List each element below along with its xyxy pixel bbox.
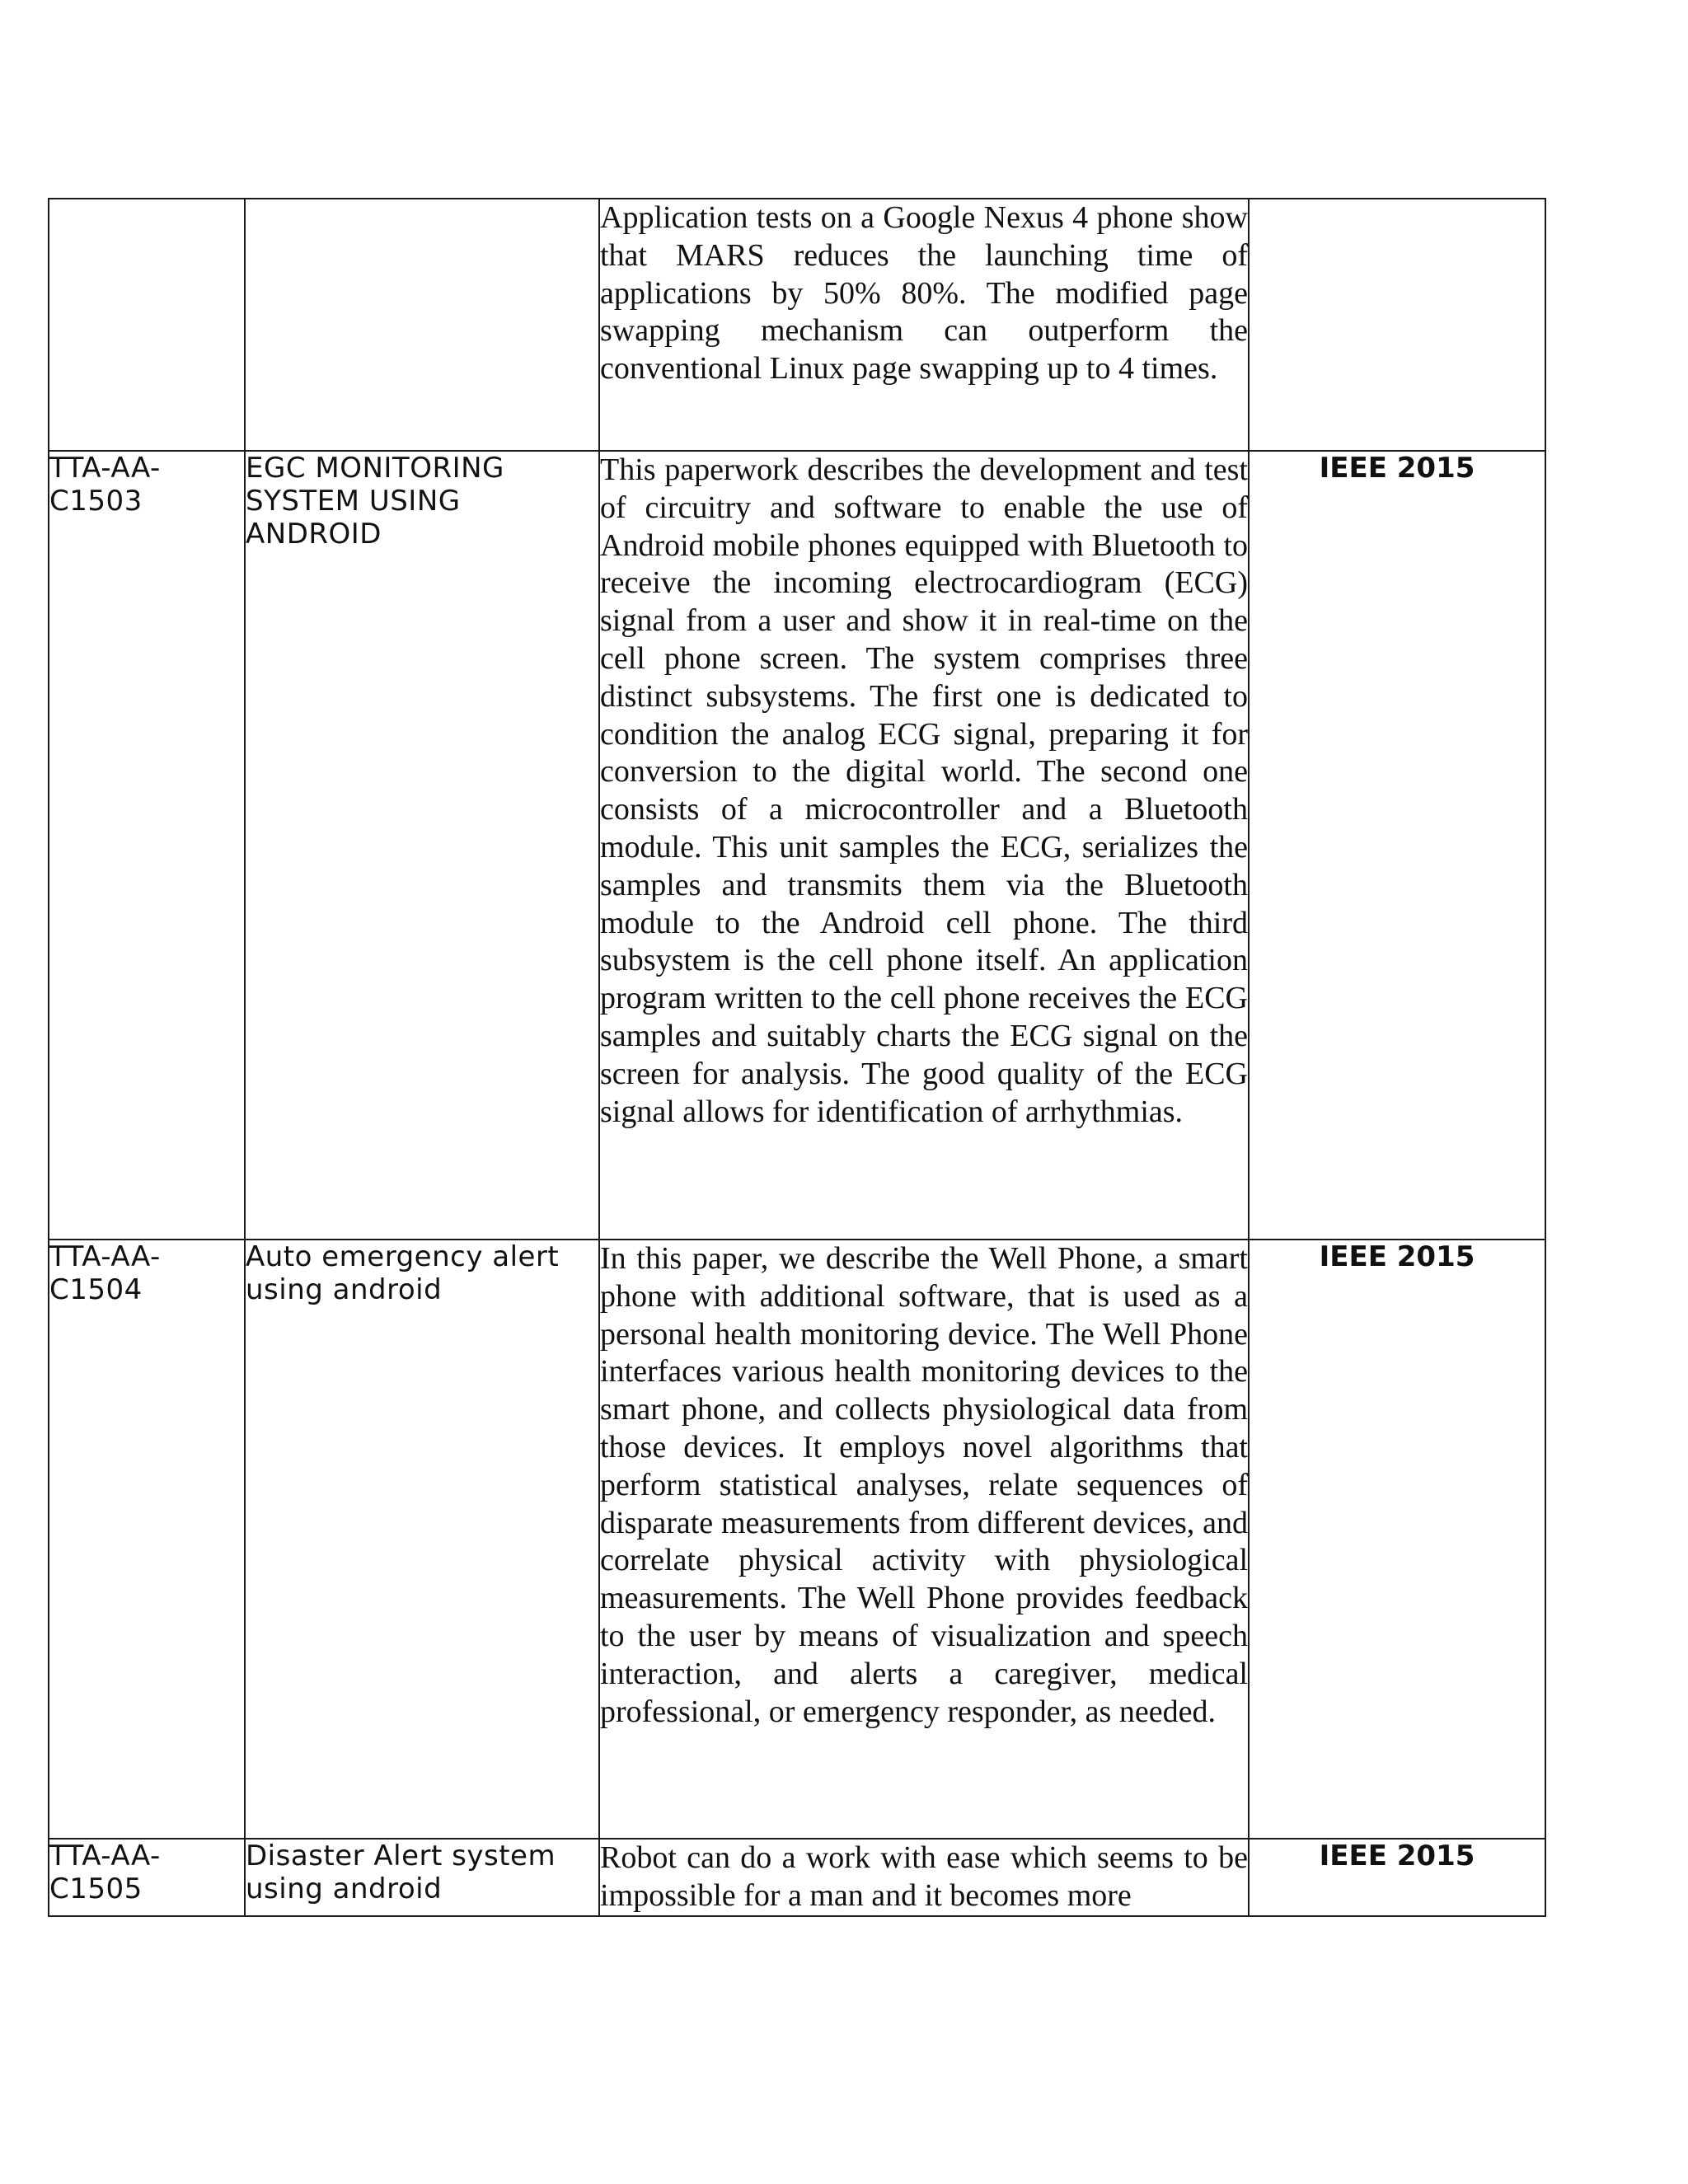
project-year-cell xyxy=(1249,199,1545,451)
project-code-cell xyxy=(49,199,245,451)
project-year-cell: IEEE 2015 xyxy=(1249,1839,1545,1916)
project-title-cell: Auto emergency alert using android xyxy=(245,1240,599,1839)
project-code-cell: TTA-AA-C1504 xyxy=(49,1240,245,1839)
project-abstract-cell: Robot can do a work with ease which seems to be impossible for a man and it becomes more xyxy=(599,1839,1249,1916)
project-title-cell: Disaster Alert system using android xyxy=(245,1839,599,1916)
project-year-cell: IEEE 2015 xyxy=(1249,1240,1545,1839)
project-title-cell: EGC MONITORING SYSTEM USING ANDROID xyxy=(245,451,599,1240)
project-abstract-cell: In this paper, we describe the Well Phone, a smart phone with additional software, that is used as a personal health monitoring device. The Well Phone interfaces various health monitoring devices to the smart phone, and collects physiological data from those devices. It employs novel algorithms that perform statistical analyses, relate sequences of disparate measurements from different devices, and correlate physical activity with physiological measurements. The Well Phone provides feedback to the user by means of visualization and speech interaction, and alerts a caregiver, medical professional, or emergency responder, as needed. xyxy=(599,1240,1249,1839)
project-year-cell: IEEE 2015 xyxy=(1249,451,1545,1240)
project-abstract-cell: This paperwork describes the development and test of circuitry and software to enable the use of Android mobile phones equipped with Bluetooth to receive the incoming electrocardiogram (ECG) signal from a user and show it in real-time on the cell phone screen. The system comprises three distinct subsystems. The first one is dedicated to condition the analog ECG signal, preparing it for conversion to the digital world. The second one consists of a microcontroller and a Bluetooth module. This unit samples the ECG, serializes the samples and transmits them via the Bluetooth module to the Android cell phone. The third subsystem is the cell phone itself. An application program written to the cell phone receives the ECG samples and suitably charts the ECG signal on the screen for analysis. The good quality of the ECG signal allows for identification of arrhythmias. xyxy=(599,451,1249,1240)
project-table xyxy=(48,198,1546,1917)
project-abstract-cell: Application tests on a Google Nexus 4 phone show that MARS reduces the launching time of applications by 50% 80%. The modified page swapping mechanism can outperform the conventional Linux page swapping up to 4 times. xyxy=(599,199,1249,451)
table-row xyxy=(49,451,1545,1240)
table-row xyxy=(49,199,1545,451)
project-code-cell: TTA-AA-C1503 xyxy=(49,451,245,1240)
project-title-cell xyxy=(245,199,599,451)
table-row xyxy=(49,1240,1545,1839)
table-row xyxy=(49,1839,1545,1916)
project-code-cell: TTA-AA-C1505 xyxy=(49,1839,245,1916)
